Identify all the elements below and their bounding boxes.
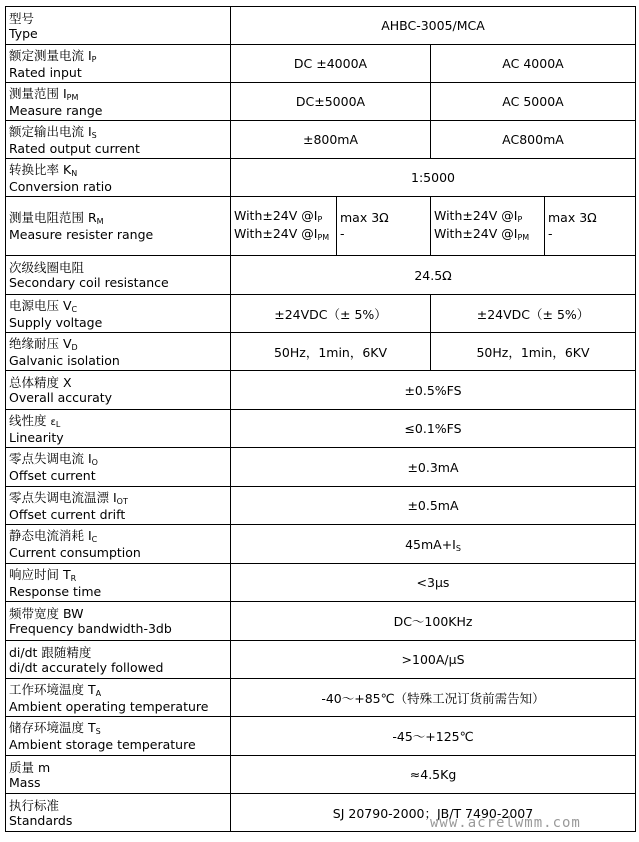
value-cell: DC～100KHz [231,602,636,641]
value-cell: ≈4.5Kg [231,756,636,794]
label-cell: 零点失调电流温漂 $I_{OT}$ Offset current drift [6,487,231,525]
resistance-max-ac: max 3Ω - [545,197,636,256]
row-frequency-bandwidth [6,602,636,641]
value-dc-cell: ±800mA [231,121,431,159]
value-cell: AHBC-3005/MCA [231,7,636,45]
value-ac-cell: AC800mA [431,121,636,159]
watermark: www.acrelwmm.com [430,815,581,831]
row-operating-temperature [6,679,636,717]
label-cell: 测量电阻范围 $R_M$ Measure resister range [6,197,231,256]
value-cell: $45mA+I_S$ [231,525,636,564]
value-ac-cell: AC 5000A [431,83,636,121]
label-cell: 绝缘耐压 $V_D$ Galvanic isolation [6,333,231,371]
label-cell: 测量范围 $I_{PM}$ Measure range [6,83,231,121]
label-cell: 电源电压 $V_C$ Supply voltage [6,295,231,333]
value-cell: >100A/μS [231,641,636,679]
row-overall-accuracy [6,371,636,410]
value-cell: <3μs [231,564,636,602]
label-cell: 响应时间 $T_R$ Response time [6,564,231,602]
value-cell: SJ 20790-2000；JB/T 7490-2007 [231,794,636,832]
resistance-condition-dc: With±24V $@I_P$ With±24V $@I_{PM}$ [231,197,337,256]
row-storage-temperature [6,717,636,756]
value-dc-cell: 50Hz，1min，6KV [231,333,431,371]
row-current-consumption [6,525,636,564]
resistance-max-dc: max 3Ω - [337,197,431,256]
row-rated-input [6,45,636,83]
value-cell: ±0.3mA [231,448,636,487]
row-type [6,7,636,45]
row-mass [6,756,636,794]
row-conversion-ratio [6,159,636,197]
row-di-dt [6,641,636,679]
label-cell: 频带宽度 BW Frequency bandwidth-3db [6,602,231,641]
label-cell: 储存环境温度 $T_S$ Ambient storage temperature [6,717,231,756]
value-dc-cell: DC ±4000A [231,45,431,83]
value-cell: ±0.5mA [231,487,636,525]
value-cell: 24.5Ω [231,256,636,295]
row-offset-current [6,448,636,487]
label-cell: 次级线圈电阻 Secondary coil resistance [6,256,231,295]
row-galvanic-isolation [6,333,636,371]
row-secondary-coil-resistance [6,256,636,295]
value-ac-cell: AC 4000A [431,45,636,83]
value-cell: ≤0.1%FS [231,410,636,448]
label-cell: 线性度 $\varepsilon_L$ Linearity [6,410,231,448]
label-cell: 转换比率 $K_N$ Conversion ratio [6,159,231,197]
row-rated-output-current [6,121,636,159]
value-ac-cell: ±24VDC（± 5%） [431,295,636,333]
label-cell: 总体精度 X Overall accuraty [6,371,231,410]
row-measure-resister-range [6,197,636,256]
row-response-time [6,564,636,602]
label-cell: 质量 m Mass [6,756,231,794]
label-cell: di/dt 跟随精度 di/dt accurately followed [6,641,231,679]
value-dc-cell: DC±5000A [231,83,431,121]
label-cell: 型号 Type [6,7,231,45]
resistance-condition-ac: With±24V $@I_P$ With±24V $@I_{PM}$ [431,197,545,256]
label-cell: 零点失调电流 $I_O$ Offset current [6,448,231,487]
label-cell: 额定测量电流 $I_P$ Rated input [6,45,231,83]
spec-table [5,6,636,832]
label-cell: 静态电流消耗 $I_C$ Current consumption [6,525,231,564]
value-cell: 1:5000 [231,159,636,197]
value-cell: -45～+125℃ [231,717,636,756]
value-cell: -40～+85℃（特殊工况订货前需告知） [231,679,636,717]
value-dc-cell: ±24VDC（± 5%） [231,295,431,333]
label-cell: 工作环境温度 $T_A$ Ambient operating temperature [6,679,231,717]
value-ac-cell: 50Hz，1min，6KV [431,333,636,371]
row-measure-range [6,83,636,121]
label-cell: 执行标准 Standards [6,794,231,832]
row-linearity [6,410,636,448]
row-offset-current-drift [6,487,636,525]
value-cell: ±0.5%FS [231,371,636,410]
label-cell: 额定输出电流 $I_S$ Rated output current [6,121,231,159]
row-supply-voltage [6,295,636,333]
